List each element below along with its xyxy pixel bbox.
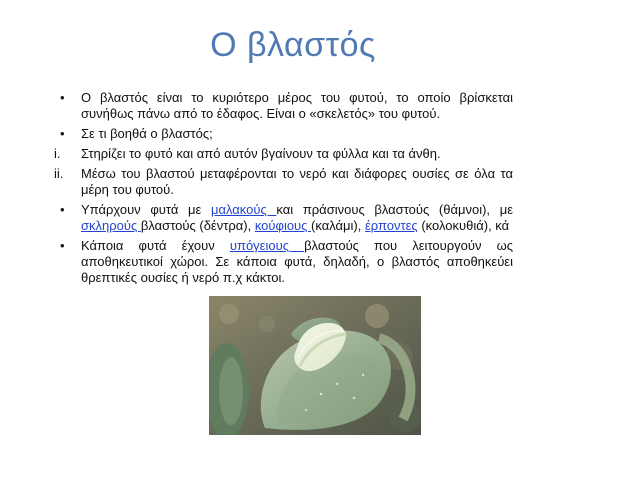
- bullet-text-part: (καλάμι),: [311, 218, 365, 233]
- bullet-text-part: Κάποια φυτά έχουν: [81, 238, 230, 253]
- bullet-text-part: Υπάρχουν φυτά με: [81, 202, 211, 217]
- bullet-text-part: και πράσινους βλαστούς (θάμνοι), με: [276, 202, 513, 217]
- bullet-text: Ο βλαστός είναι το κυριότερο μέρος του φυτού, το οποίο βρίσκεται συνήθως πάνω από το έδαφος. Είναι ο «σκελετός» του φυτού.: [81, 90, 513, 121]
- bullet-marker: •: [60, 90, 65, 105]
- link-soft-stems[interactable]: μαλακούς: [210, 202, 277, 217]
- content-list: [54, 90, 513, 290]
- numbered-text: Μέσω του βλαστού μεταφέρονται το νερό και διάφορες ουσίες σε όλα τα μέρη του φυτού.: [81, 166, 513, 197]
- bullet-marker: •: [60, 202, 65, 217]
- link-underground-stems[interactable]: υπόγειους: [229, 238, 305, 253]
- cactus-photo-graphic: [209, 296, 421, 435]
- bullet-text-part: βλαστούς (δέντρα),: [140, 218, 255, 233]
- link-hard-stems[interactable]: σκληρούς: [81, 218, 141, 233]
- slide-title: Ο βλαστός: [210, 26, 376, 64]
- bullet-item: [57, 126, 513, 142]
- bullet-text-part: (κολοκυθιά), κά: [417, 218, 510, 233]
- bullet-text-part: βλαστούς που λειτουργούν ως αποθηκευτικοί χώροι. Σε κάποια φυτά, δηλαδή, ο βλαστός αποθηκεύει θρεπτικές ουσίες ή νερό π.χ κάκτοι.: [81, 238, 513, 285]
- bullet-text: Σε τι βοηθά ο βλαστός;: [81, 126, 213, 141]
- numbered-text: Στηρίζει το φυτό και από αυτόν βγαίνουν τα φύλλα και τα άνθη.: [81, 146, 441, 161]
- roman-numeral-marker: ii.: [54, 166, 64, 181]
- roman-numeral-marker: i.: [54, 146, 61, 161]
- cactus-photo: [209, 296, 421, 435]
- link-hollow-stems[interactable]: κούφιους: [254, 218, 312, 233]
- link-creeping-stems[interactable]: έρποντες: [364, 218, 418, 233]
- bullet-marker: •: [60, 126, 65, 141]
- bullet-item: [57, 238, 513, 286]
- bullet-item: [57, 202, 513, 234]
- bullet-item: [57, 90, 513, 122]
- bullet-marker: •: [60, 238, 65, 253]
- numbered-item: [54, 146, 513, 162]
- numbered-item: [54, 166, 513, 198]
